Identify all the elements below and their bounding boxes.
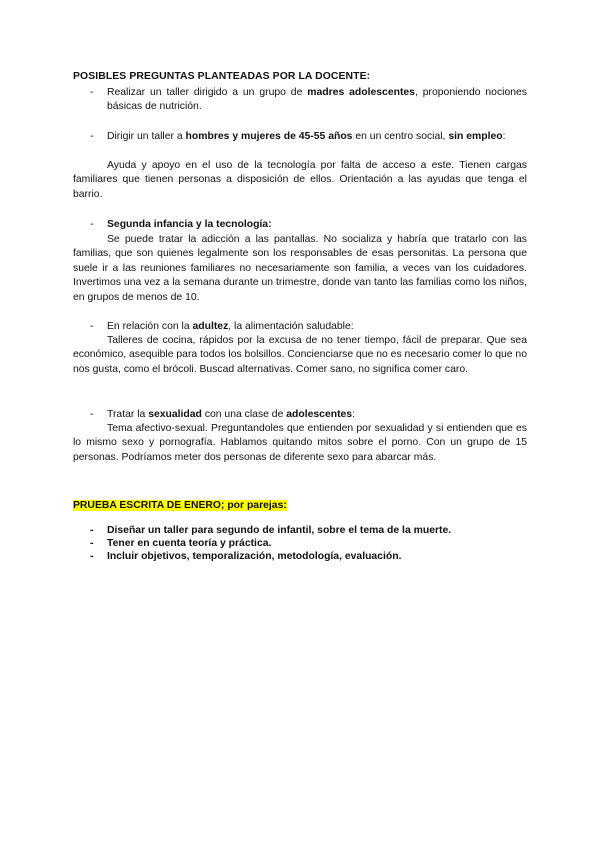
list-dash: - [90, 321, 94, 332]
list-item-body: Ayuda y apoyo en el uso de la tecnología por falta de acceso a este. Tienen cargas familiares que tienen personas a disposición de ellos. Orientación a las ayudas que tenga el barrio. [73, 160, 527, 200]
list-item-text: En relación con la adultez, la alimentación saludable: [107, 321, 354, 332]
section-heading: POSIBLES PREGUNTAS PLANTEADAS POR LA DOCENTE: [73, 71, 371, 82]
list-item-text: Segunda infancia y la tecnología: [107, 219, 272, 230]
exam-list-item-text: Tener en cuenta teoría y práctica. [107, 538, 272, 549]
list-item-body: Se puede tratar la adicción a las pantallas. No socializa y habría que tratarlo con las familias, que son quienes legalmente son los responsables de esas personitas. La persona que suele ir a las reuniones familiares no necesariamente son familia, a veces van los cuidadores. Invertimos una vez a la semana durante un trimestre, donde van tanto las familias como los niños, en grupos de menos de 10. [73, 234, 527, 303]
list-item-body: Tema afectivo-sexual. Preguntandoles que entienden por sexualidad y si entienden que es lo mismo sexo y pornografía. Hablamos quitando mitos sobre el porno. Con un grupo de 15 personas. Podríamos meter dos personas de diferente sexo para abarcar más. [73, 423, 527, 463]
list-item-text: Dirigir un taller a hombres y mujeres de 45-55 años en un centro social, sin empleo: [107, 131, 506, 142]
list-dash: - [90, 87, 94, 98]
list-dash: - [90, 131, 94, 142]
exam-list-item-text: Incluir objetivos, temporalización, metodología, evaluación. [107, 551, 402, 562]
list-dash: - [90, 551, 94, 562]
list-item-text: Tratar la sexualidad con una clase de adolescentes: [107, 409, 355, 420]
list-dash: - [90, 525, 94, 536]
list-item-text: Realizar un taller dirigido a un grupo de madres adolescentes, proponiendo nociones básicas de nutrición. [107, 87, 527, 113]
list-dash: - [90, 219, 94, 230]
list-item-body: Talleres de cocina, rápidos por la excusa de no tener tiempo, fácil de preparar. Que sea económico, asequible para todos los bolsillos. Concienciarse que no es necesario comer lo que no nos gusta, como el brócoli. Buscad alternativas. Comer sano, no significa comer caro. [73, 335, 527, 375]
list-dash: - [90, 409, 94, 420]
exam-list-item-text: Diseñar un taller para segundo de infantil, sobre el tema de la muerte. [107, 525, 452, 536]
exam-heading: PRUEBA ESCRITA DE ENERO; por parejas: [73, 500, 287, 511]
list-dash: - [90, 538, 94, 549]
